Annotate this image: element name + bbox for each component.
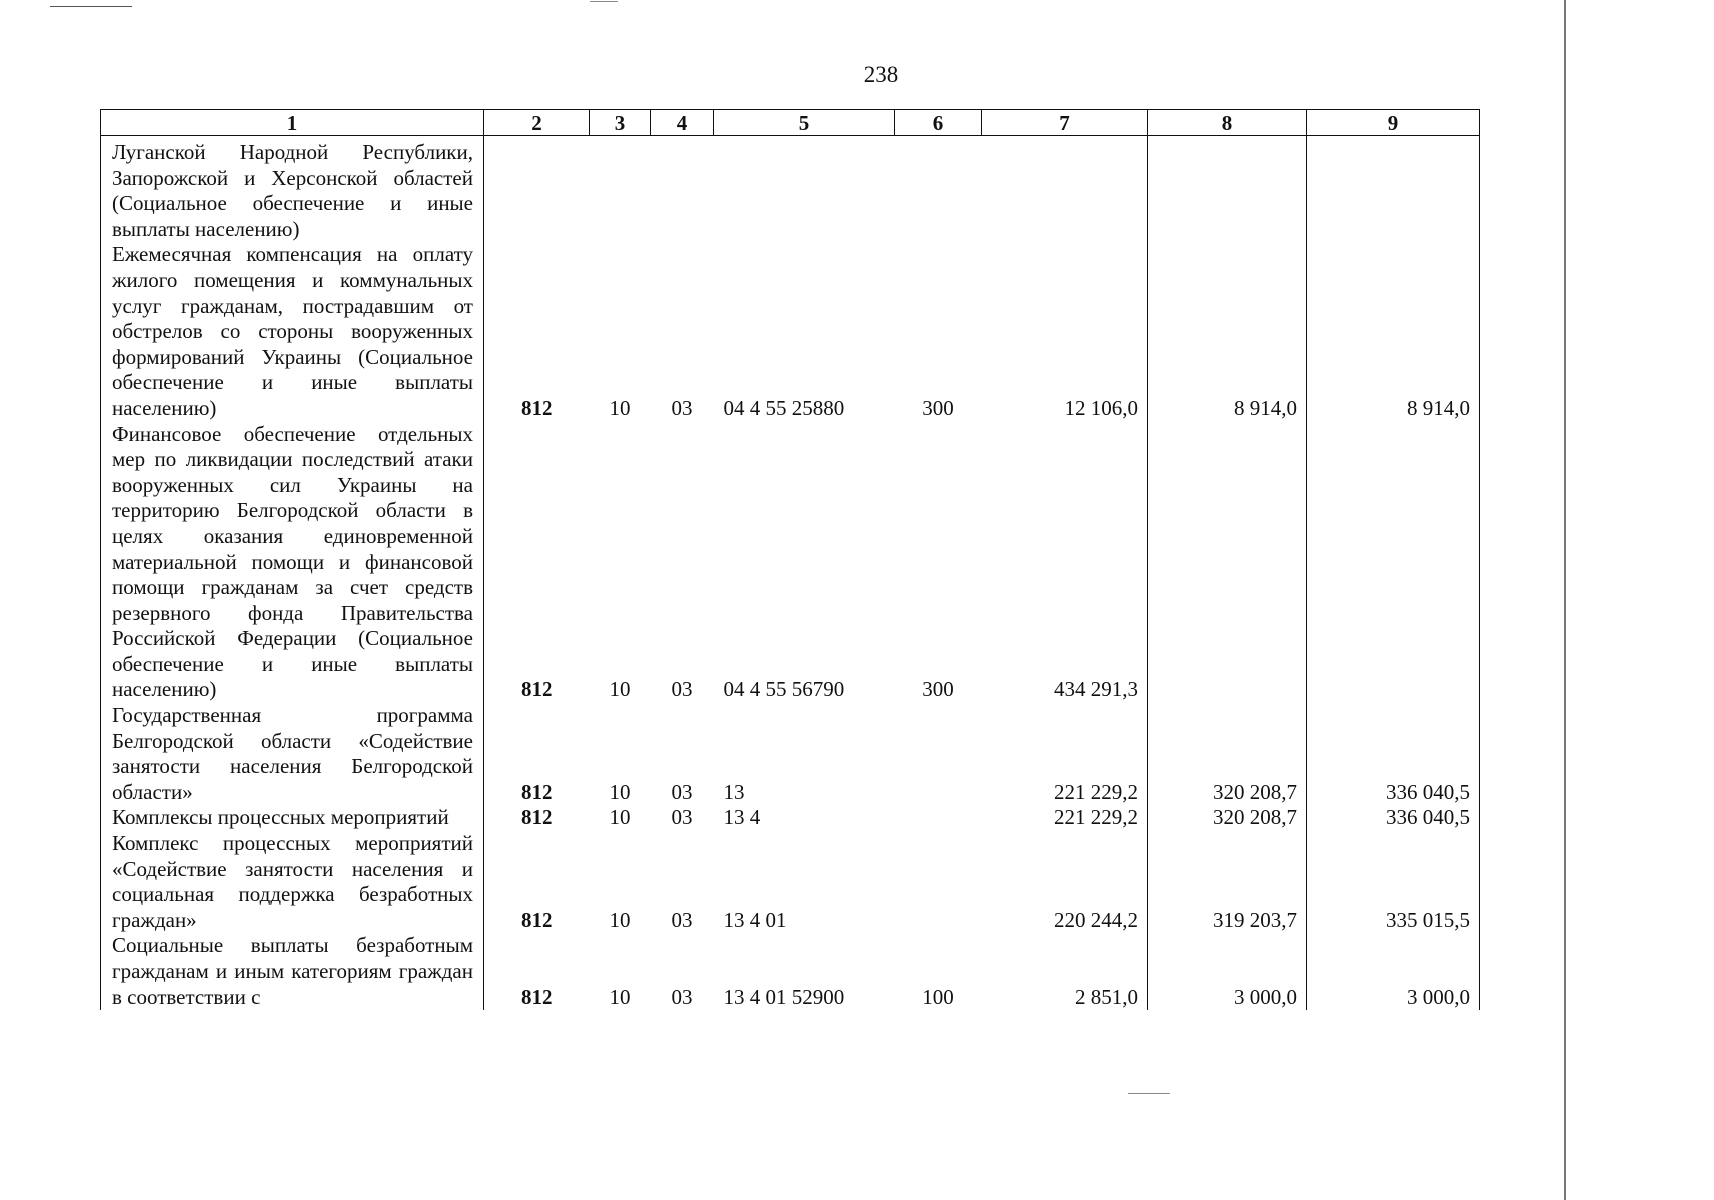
column-header: 4: [651, 110, 714, 136]
cell-target-article: 13: [723, 779, 745, 804]
cell-code: 812: [521, 395, 553, 420]
cell-target-article: 04 4 55 56790: [723, 677, 845, 702]
cell-expense-type: 100: [922, 984, 954, 1009]
scan-mark: [50, 6, 132, 7]
cell-amount-8: 320 208,7: [1148, 805, 1307, 831]
row-name: Комплексы процессных мероприятий: [101, 805, 484, 831]
column-header: 8: [1148, 110, 1307, 136]
cell-expense-type: 300: [922, 677, 954, 702]
cell-code: 812: [521, 805, 553, 830]
cell-section: 10: [609, 984, 631, 1009]
cell-target-article: [714, 136, 895, 243]
cell-expense-type: [895, 805, 982, 831]
column-header: 5: [714, 110, 895, 136]
cell-section: 10: [609, 779, 631, 804]
cell-expense-type: [895, 831, 982, 933]
row-name: Комплекс процессных мероприятий «Содействие занятости населения и социальная поддержка безработных граждан»: [101, 831, 484, 933]
cell-amount-9: [1307, 136, 1480, 243]
cell-amount-9: 3 000,0: [1307, 933, 1480, 1010]
table-row: [101, 136, 1480, 243]
cell-amount-8: 3 000,0: [1148, 933, 1307, 1010]
cell-section: 10: [609, 395, 631, 420]
cell-amount-7: 221 229,2: [982, 703, 1148, 805]
table-row: [101, 805, 1480, 831]
cell-amount-7: [982, 136, 1148, 243]
row-name: Ежемесячная компенсация на оплату жилого помещения и коммунальных услуг гражданам, пострадавшим от обстрелов со стороны вооруженных формирований Украины (Социальное обеспечение и иные выплаты населению): [101, 242, 484, 421]
column-header: 7: [982, 110, 1148, 136]
table-row: [101, 703, 1480, 805]
row-name: Государственная программа Белгородской области «Содействие занятости населения Белгородской области»: [101, 703, 484, 805]
cell-subsection: 03: [671, 395, 693, 420]
cell-subsection: 03: [671, 677, 693, 702]
cell-subsection: 03: [671, 779, 693, 804]
cell-amount-7: 12 106,0: [982, 242, 1148, 421]
cell-amount-8: [1148, 422, 1307, 704]
cell-code: 812: [521, 779, 553, 804]
budget-table: [100, 109, 1480, 1010]
cell-amount-8: 320 208,7: [1148, 703, 1307, 805]
cell-expense-type: 300: [922, 395, 954, 420]
scan-edge-line: [1564, 0, 1566, 1200]
cell-target-article: 13 4 01 52900: [723, 984, 845, 1009]
cell-subsection: 03: [671, 907, 693, 932]
column-header: 2: [484, 110, 590, 136]
cell-amount-7: 2 851,0: [982, 933, 1148, 1010]
column-header: 3: [590, 110, 651, 136]
cell-expense-type: [895, 703, 982, 805]
column-header: 9: [1307, 110, 1480, 136]
cell-amount-7: 434 291,3: [982, 422, 1148, 704]
table-row: [101, 831, 1480, 933]
cell-amount-9: 336 040,5: [1307, 805, 1480, 831]
cell-subsection: 03: [671, 805, 693, 830]
cell-code: [484, 136, 590, 243]
cell-expense-type: [895, 136, 982, 243]
cell-target-article: 13 4 01: [723, 907, 787, 932]
row-name-text: Социальные выплаты безработным гражданам и иным категориям граждан в соответствии с: [112, 933, 473, 1009]
cell-code: 812: [521, 984, 553, 1009]
cell-code: 812: [521, 907, 553, 932]
page-number: 238: [863, 62, 899, 87]
table-row: [101, 933, 1480, 1010]
cell-amount-9: 335 015,5: [1307, 831, 1480, 933]
cell-amount-8: 8 914,0: [1148, 242, 1307, 421]
cell-subsection: 03: [671, 984, 693, 1009]
cell-amount-9: [1307, 422, 1480, 704]
row-name: Финансовое обеспечение отдельных мер по ликвидации последствий атаки вооруженных сил Украины на территорию Белгородской области в целях оказания единовременной материальной помощи и финансовой помощи гражданам за счет средств резервного фонда Правительства Российской Федерации (Социальное обеспечение и иные выплаты населению): [101, 422, 484, 704]
header-row: [101, 110, 1480, 136]
row-name: Луганской Народной Республики, Запорожской и Херсонской областей (Социальное обеспечение и иные выплаты населению): [101, 136, 484, 243]
cell-amount-8: [1148, 136, 1307, 243]
scan-mark: [1128, 1093, 1170, 1094]
cell-amount-7: 221 229,2: [982, 805, 1148, 831]
cell-amount-8: 319 203,7: [1148, 831, 1307, 933]
row-name: [101, 933, 484, 1010]
cell-target-article: 13 4: [723, 805, 761, 830]
cell-code: 812: [521, 677, 553, 702]
column-header: 6: [895, 110, 982, 136]
cell-amount-7: 220 244,2: [982, 831, 1148, 933]
cell-section: 10: [609, 805, 631, 830]
cell-subsection: [651, 136, 714, 243]
cell-amount-9: 336 040,5: [1307, 703, 1480, 805]
table-row: [101, 422, 1480, 704]
cell-section: 10: [609, 907, 631, 932]
scan-mark: [590, 1, 618, 2]
table-row: [101, 242, 1480, 421]
cell-amount-9: 8 914,0: [1307, 242, 1480, 421]
cell-section: [590, 136, 651, 243]
cell-section: 10: [609, 677, 631, 702]
cell-target-article: 04 4 55 25880: [723, 395, 845, 420]
column-header: 1: [101, 110, 484, 136]
